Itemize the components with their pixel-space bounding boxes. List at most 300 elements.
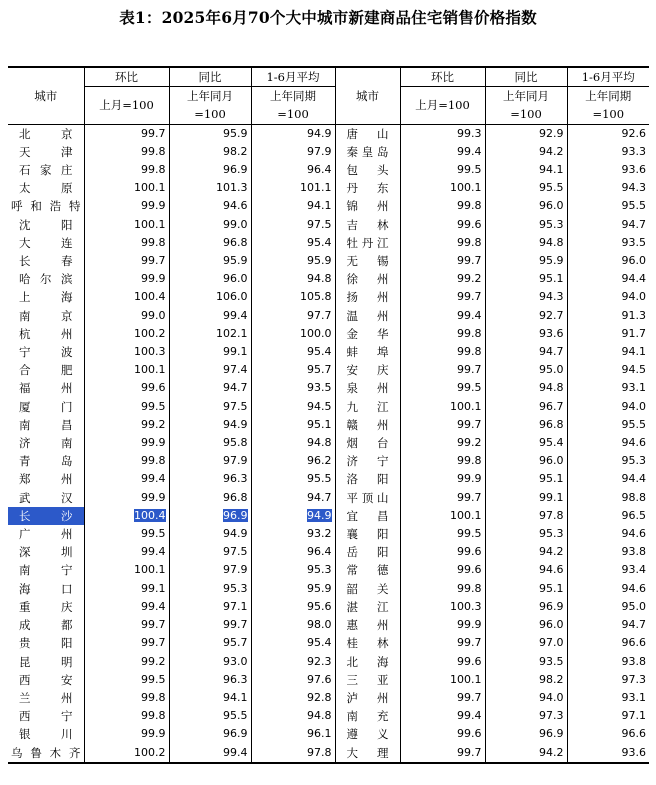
table-row (8, 234, 649, 252)
avg-cell: 94.7 (567, 616, 649, 634)
yoy-cell: 97.9 (169, 452, 251, 470)
yoy-cell: 95.0 (485, 361, 567, 379)
avg-cell: 96.5 (567, 507, 649, 525)
table-row (8, 161, 649, 179)
mom-cell: 100.1 (400, 398, 485, 416)
city-cell: 天 津 (19, 144, 73, 159)
city-cell: 杭 州 (19, 326, 73, 341)
yoy-cell: 99.4 (169, 307, 251, 325)
yoy-cell: 96.0 (485, 452, 567, 470)
city-cell: 南 昌 (19, 417, 73, 432)
yoy-cell: 94.2 (485, 543, 567, 561)
yoy-cell: 99.1 (485, 489, 567, 507)
avg-cell: 95.5 (567, 197, 649, 215)
city-cell: 金 华 (335, 325, 400, 343)
avg-cell: 92.8 (251, 689, 335, 707)
avg-cell: 93.8 (567, 653, 649, 671)
col-base-avg-right-2: =100 (567, 105, 649, 124)
city-cell: 合 肥 (19, 363, 73, 378)
avg-cell: 97.3 (567, 671, 649, 689)
city-cell: 扬 州 (335, 288, 400, 306)
col-header-city-left: 城市 (8, 67, 84, 124)
mom-cell: 99.6 (400, 543, 485, 561)
avg-cell: 92.3 (251, 653, 335, 671)
mom-cell: 99.6 (84, 379, 169, 397)
yoy-cell: 96.7 (485, 398, 567, 416)
yoy-cell: 95.3 (169, 580, 251, 598)
yoy-cell: 97.5 (169, 543, 251, 561)
avg-cell: 93.1 (567, 689, 649, 707)
city-cell: 包 头 (335, 161, 400, 179)
city-cell: 太 原 (19, 181, 73, 196)
mom-cell: 99.4 (400, 707, 485, 725)
city-cell: 兰 州 (19, 690, 73, 705)
city-cell: 无 锡 (335, 252, 400, 270)
mom-cell: 99.2 (400, 434, 485, 452)
city-cell: 牡丹江 (335, 234, 400, 252)
mom-cell: 99.7 (84, 252, 169, 270)
col-header-yoy-left: 同比 (169, 67, 251, 87)
yoy-cell-highlight: 96.9 (223, 508, 248, 522)
city-cell: 南 宁 (19, 563, 73, 578)
yoy-cell: 94.2 (485, 143, 567, 161)
mom-cell: 100.3 (84, 343, 169, 361)
yoy-cell: 94.1 (485, 161, 567, 179)
mom-cell: 99.4 (84, 470, 169, 488)
yoy-cell: 92.7 (485, 307, 567, 325)
avg-cell: 95.9 (251, 580, 335, 598)
city-cell: 桂 林 (335, 634, 400, 652)
yoy-cell: 96.9 (485, 598, 567, 616)
avg-cell: 94.1 (567, 343, 649, 361)
table-row (8, 343, 649, 361)
table-row (8, 671, 649, 689)
mom-cell: 99.1 (84, 580, 169, 598)
mom-cell: 99.7 (400, 252, 485, 270)
col-base-yoy-left-1: 上年同月 (169, 87, 251, 106)
col-header-avg-left: 1-6月平均 (251, 67, 335, 87)
mom-cell: 99.2 (84, 416, 169, 434)
mom-cell: 99.9 (84, 270, 169, 288)
mom-cell: 99.8 (84, 707, 169, 725)
yoy-cell: 97.5 (169, 398, 251, 416)
avg-cell: 97.7 (251, 307, 335, 325)
mom-cell: 99.4 (84, 543, 169, 561)
yoy-cell: 96.0 (485, 197, 567, 215)
avg-cell: 94.6 (567, 580, 649, 598)
price-index-table (8, 66, 649, 764)
mom-cell: 99.4 (400, 307, 485, 325)
avg-cell: 93.1 (567, 379, 649, 397)
mom-cell: 100.2 (84, 325, 169, 343)
yoy-cell: 99.1 (169, 343, 251, 361)
mom-cell: 100.1 (400, 179, 485, 197)
table-row (8, 398, 649, 416)
mom-cell: 100.1 (400, 671, 485, 689)
mom-cell: 99.7 (84, 616, 169, 634)
city-cell: 大 理 (335, 744, 400, 763)
table-row (8, 270, 649, 288)
yoy-cell: 99.7 (169, 616, 251, 634)
mom-cell: 99.8 (84, 234, 169, 252)
avg-cell: 94.6 (567, 434, 649, 452)
city-cell: 海 口 (19, 581, 73, 596)
col-header-mom-left: 环比 (84, 67, 169, 87)
mom-cell: 99.7 (400, 288, 485, 306)
table-row (8, 452, 649, 470)
city-cell: 吉 林 (335, 216, 400, 234)
yoy-cell: 93.0 (169, 653, 251, 671)
yoy-cell: 96.0 (485, 616, 567, 634)
yoy-cell: 96.9 (169, 725, 251, 743)
yoy-cell: 96.3 (169, 671, 251, 689)
mom-cell: 99.5 (84, 525, 169, 543)
city-cell: 三 亚 (335, 671, 400, 689)
yoy-cell: 94.6 (169, 197, 251, 215)
avg-cell: 97.1 (567, 707, 649, 725)
city-cell: 广 州 (19, 527, 73, 542)
yoy-cell: 93.5 (485, 653, 567, 671)
avg-cell: 94.7 (251, 489, 335, 507)
mom-cell: 99.7 (84, 124, 169, 143)
avg-cell: 101.1 (251, 179, 335, 197)
yoy-cell: 95.1 (485, 580, 567, 598)
mom-cell: 99.7 (400, 634, 485, 652)
avg-cell: 91.3 (567, 307, 649, 325)
avg-cell: 96.2 (251, 452, 335, 470)
city-cell: 呼和浩特 (11, 199, 81, 214)
city-cell: 岳 阳 (335, 543, 400, 561)
yoy-cell: 95.3 (485, 525, 567, 543)
mom-cell: 99.9 (84, 725, 169, 743)
yoy-cell: 96.3 (169, 470, 251, 488)
avg-cell: 93.6 (567, 744, 649, 763)
yoy-cell: 95.5 (485, 179, 567, 197)
city-cell: 上 海 (19, 290, 73, 305)
city-cell: 赣 州 (335, 416, 400, 434)
yoy-cell: 93.6 (485, 325, 567, 343)
yoy-cell: 94.1 (169, 689, 251, 707)
yoy-cell: 96.8 (485, 416, 567, 434)
avg-cell: 95.3 (251, 561, 335, 579)
mom-cell: 99.5 (84, 671, 169, 689)
avg-cell: 94.9 (251, 124, 335, 143)
mom-cell: 99.7 (400, 689, 485, 707)
table-row (8, 434, 649, 452)
avg-cell: 93.6 (567, 161, 649, 179)
yoy-cell: 94.9 (169, 525, 251, 543)
yoy-cell: 96.0 (169, 270, 251, 288)
avg-cell: 96.0 (567, 252, 649, 270)
city-cell: 深 圳 (19, 545, 73, 560)
city-cell: 北 京 (8, 124, 84, 143)
mom-cell: 99.7 (400, 744, 485, 763)
avg-cell: 93.5 (567, 234, 649, 252)
avg-cell: 98.8 (567, 489, 649, 507)
yoy-cell: 94.8 (485, 234, 567, 252)
avg-cell: 91.7 (567, 325, 649, 343)
yoy-cell: 95.5 (169, 707, 251, 725)
mom-cell: 99.5 (400, 379, 485, 397)
mom-cell: 99.8 (84, 161, 169, 179)
city-cell: 重 庆 (19, 599, 73, 614)
mom-cell-highlight: 100.4 (134, 508, 166, 522)
avg-cell: 95.4 (251, 234, 335, 252)
avg-cell: 92.6 (567, 124, 649, 143)
yoy-cell: 95.9 (485, 252, 567, 270)
mom-cell: 99.5 (400, 525, 485, 543)
city-cell: 平顶山 (335, 489, 400, 507)
mom-cell: 99.4 (84, 598, 169, 616)
table-row (8, 634, 649, 652)
city-cell: 青 岛 (19, 454, 73, 469)
mom-cell: 99.8 (84, 143, 169, 161)
yoy-cell: 94.6 (485, 561, 567, 579)
city-cell: 成 都 (19, 618, 73, 633)
mom-cell: 99.8 (400, 452, 485, 470)
avg-cell: 94.0 (567, 288, 649, 306)
mom-cell: 99.9 (84, 434, 169, 452)
col-base-avg-right-1: 上年同期 (567, 87, 649, 106)
avg-cell: 95.3 (567, 452, 649, 470)
yoy-cell: 97.9 (169, 561, 251, 579)
avg-cell: 94.4 (567, 270, 649, 288)
yoy-cell: 95.4 (485, 434, 567, 452)
mom-cell: 100.1 (84, 179, 169, 197)
city-cell: 常 德 (335, 561, 400, 579)
mom-cell: 99.4 (400, 143, 485, 161)
avg-cell: 93.8 (567, 543, 649, 561)
yoy-cell: 95.8 (169, 434, 251, 452)
table-row (8, 543, 649, 561)
city-cell: 惠 州 (335, 616, 400, 634)
city-cell: 泸 州 (335, 689, 400, 707)
mom-cell: 99.8 (400, 580, 485, 598)
mom-cell: 100.1 (84, 361, 169, 379)
city-cell: 石家庄 (19, 163, 73, 178)
avg-cell: 94.7 (567, 216, 649, 234)
city-cell: 锦 州 (335, 197, 400, 215)
city-cell (8, 507, 84, 525)
col-header-city-right: 城市 (335, 67, 400, 124)
col-base-avg-left-1: 上年同期 (251, 87, 335, 106)
table-body (8, 124, 649, 763)
table-row (8, 725, 649, 743)
mom-cell: 99.9 (400, 616, 485, 634)
city-cell: 南 京 (19, 308, 73, 323)
avg-cell: 93.2 (251, 525, 335, 543)
col-header-avg-right: 1-6月平均 (567, 67, 649, 87)
table-row (8, 124, 649, 143)
table-row (8, 416, 649, 434)
yoy-cell: 97.4 (169, 361, 251, 379)
yoy-cell: 92.9 (485, 124, 567, 143)
city-cell: 济 南 (19, 436, 73, 451)
avg-cell: 95.1 (251, 416, 335, 434)
avg-cell: 96.6 (567, 725, 649, 743)
city-cell: 郑 州 (19, 472, 73, 487)
avg-cell: 94.5 (567, 361, 649, 379)
col-base-yoy-right-2: =100 (485, 105, 567, 124)
yoy-cell (169, 507, 251, 525)
avg-cell: 94.4 (567, 470, 649, 488)
table-row (8, 561, 649, 579)
avg-cell: 98.0 (251, 616, 335, 634)
yoy-cell: 96.8 (169, 234, 251, 252)
mom-cell (84, 507, 169, 525)
city-cell: 遵 义 (335, 725, 400, 743)
yoy-cell: 94.8 (485, 379, 567, 397)
yoy-cell: 101.3 (169, 179, 251, 197)
yoy-cell: 94.2 (485, 744, 567, 763)
avg-cell: 94.8 (251, 434, 335, 452)
mom-cell: 99.9 (84, 489, 169, 507)
city-cell: 温 州 (335, 307, 400, 325)
yoy-cell: 95.9 (169, 124, 251, 143)
avg-cell: 95.5 (251, 470, 335, 488)
city-cell: 襄 阳 (335, 525, 400, 543)
table-row (8, 143, 649, 161)
city-cell: 徐 州 (335, 270, 400, 288)
avg-cell: 94.5 (251, 398, 335, 416)
avg-cell: 94.0 (567, 398, 649, 416)
col-base-mom-right: 上月=100 (400, 87, 485, 124)
col-header-mom-right: 环比 (400, 67, 485, 87)
yoy-cell: 98.2 (485, 671, 567, 689)
avg-cell: 96.6 (567, 634, 649, 652)
yoy-cell: 95.3 (485, 216, 567, 234)
avg-cell: 97.5 (251, 216, 335, 234)
mom-cell: 99.6 (400, 725, 485, 743)
yoy-cell: 96.8 (169, 489, 251, 507)
avg-cell: 96.1 (251, 725, 335, 743)
yoy-cell: 94.7 (169, 379, 251, 397)
table-row (8, 616, 649, 634)
avg-cell (251, 507, 335, 525)
mom-cell: 99.6 (400, 561, 485, 579)
col-header-yoy-right: 同比 (485, 67, 567, 87)
col-base-mom-left: 上月=100 (84, 87, 169, 124)
yoy-cell: 94.7 (485, 343, 567, 361)
mom-cell: 99.8 (84, 689, 169, 707)
city-cell: 贵 阳 (19, 636, 73, 651)
avg-cell: 100.0 (251, 325, 335, 343)
mom-cell: 99.8 (400, 343, 485, 361)
yoy-cell: 99.4 (169, 744, 251, 763)
city-cell: 西 宁 (19, 709, 73, 724)
table-row (8, 361, 649, 379)
city-cell: 乌鲁木齐 (8, 744, 84, 763)
mom-cell: 99.3 (400, 124, 485, 143)
header-row-1 (8, 67, 649, 87)
avg-cell: 93.5 (251, 379, 335, 397)
city-cell-highlight: 长 沙 (8, 507, 84, 525)
city-cell: 秦皇岛 (335, 143, 400, 161)
yoy-cell: 98.2 (169, 143, 251, 161)
table-row (8, 507, 649, 525)
avg-cell: 95.5 (567, 416, 649, 434)
mom-cell: 99.9 (84, 197, 169, 215)
city-cell: 南 充 (335, 707, 400, 725)
col-base-yoy-right-1: 上年同月 (485, 87, 567, 106)
table-row (8, 744, 649, 763)
yoy-cell: 96.9 (169, 161, 251, 179)
avg-cell: 95.4 (251, 343, 335, 361)
avg-cell: 94.6 (567, 525, 649, 543)
avg-cell: 97.6 (251, 671, 335, 689)
mom-cell: 99.5 (400, 161, 485, 179)
city-cell: 哈尔滨 (19, 272, 73, 287)
avg-cell: 96.4 (251, 543, 335, 561)
avg-cell: 95.4 (251, 634, 335, 652)
mom-cell: 99.7 (400, 416, 485, 434)
avg-cell: 94.3 (567, 179, 649, 197)
mom-cell: 99.9 (400, 470, 485, 488)
yoy-cell: 94.9 (169, 416, 251, 434)
table-row (8, 707, 649, 725)
avg-cell: 97.9 (251, 143, 335, 161)
city-cell: 九 江 (335, 398, 400, 416)
mom-cell: 99.2 (84, 653, 169, 671)
page-title: 表1：2025年6月70个大中城市新建商品住宅销售价格指数 (119, 8, 537, 27)
mom-cell: 100.1 (400, 507, 485, 525)
yoy-cell: 97.1 (169, 598, 251, 616)
city-cell: 宁 波 (19, 345, 73, 360)
city-cell: 大 连 (19, 235, 73, 250)
col-base-avg-left-2: =100 (251, 105, 335, 124)
header-row-2 (8, 87, 649, 106)
city-cell: 济 宁 (335, 452, 400, 470)
table-row (8, 470, 649, 488)
yoy-cell: 102.1 (169, 325, 251, 343)
yoy-cell: 106.0 (169, 288, 251, 306)
table-row (8, 525, 649, 543)
table-row (8, 252, 649, 270)
city-cell: 西 安 (19, 672, 73, 687)
city-cell: 泉 州 (335, 379, 400, 397)
avg-cell-highlight: 94.9 (307, 508, 332, 522)
city-cell: 唐 山 (335, 124, 400, 143)
table-row (8, 580, 649, 598)
table-row (8, 216, 649, 234)
mom-cell: 99.8 (84, 452, 169, 470)
mom-cell: 99.6 (400, 653, 485, 671)
avg-cell: 95.6 (251, 598, 335, 616)
city-cell: 长 春 (19, 254, 73, 269)
mom-cell: 99.0 (84, 307, 169, 325)
avg-cell: 97.8 (251, 744, 335, 763)
city-cell: 蚌 埠 (335, 343, 400, 361)
table-row (8, 307, 649, 325)
city-cell: 烟 台 (335, 434, 400, 452)
yoy-cell: 97.8 (485, 507, 567, 525)
yoy-cell: 95.9 (169, 252, 251, 270)
mom-cell: 99.7 (84, 634, 169, 652)
col-base-yoy-left-2: =100 (169, 105, 251, 124)
mom-cell: 99.7 (400, 361, 485, 379)
city-cell: 湛 江 (335, 598, 400, 616)
table-row (8, 288, 649, 306)
yoy-cell: 95.7 (169, 634, 251, 652)
mom-cell: 99.6 (400, 216, 485, 234)
city-cell: 北 海 (335, 653, 400, 671)
yoy-cell: 94.3 (485, 288, 567, 306)
city-cell: 洛 阳 (335, 470, 400, 488)
table-row (8, 179, 649, 197)
avg-cell: 93.3 (567, 143, 649, 161)
table-row (8, 689, 649, 707)
city-cell: 福 州 (19, 381, 73, 396)
